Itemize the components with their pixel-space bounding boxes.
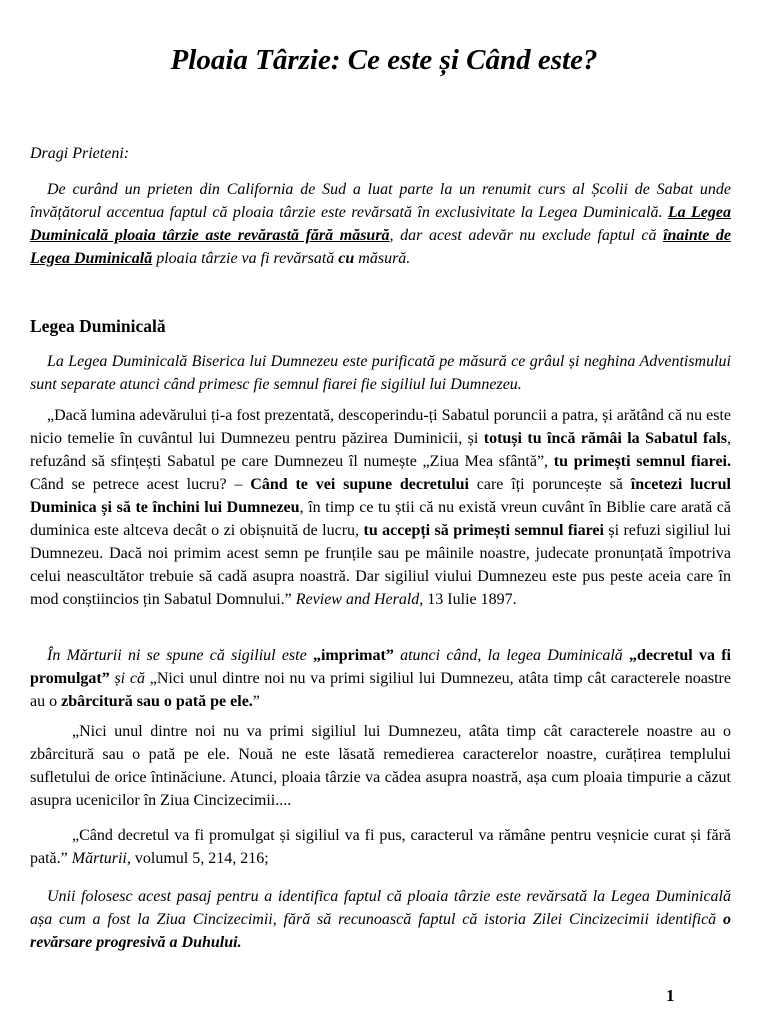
para-emphasis: zbârcitură sau o pată pe ele. xyxy=(61,693,253,710)
intro-text: măsură. xyxy=(354,250,411,267)
intro-text: ploaia târzie va fi revărsată xyxy=(152,250,339,267)
para-emphasis: „imprimat” xyxy=(312,647,394,664)
quote-block-1: „Nici unul dintre noi nu va primi sigiliul lui Dumnezeu, atâta timp cât caracterele noastre au o zbârcitură sau o pată pe ele. Nouă ne este lăsată remedierea caracterelor noastre, curățirea templului sufletului de orice întinăciune. Atunci, ploaia târzie va cădea asupra noastră, așa cum ploaia timpurie a căzut asupra ucenicilor în Ziua Cincizecimii.... xyxy=(30,723,731,809)
intro-emphasis: cu xyxy=(338,250,355,267)
section-heading: Legea Duminicală xyxy=(30,316,166,336)
quote-text: , refuzând să sfințești Sabatul pe care Dumnezeu îl numește „Ziua Mea sfântă”, xyxy=(30,430,732,470)
quote-emphasis: tu primești semnul fiarei. xyxy=(553,453,731,470)
paragraph-1: La Legea Duminicală Biserica lui Dumnezeu este purificată pe măsură ce grâul și neghina Adventismului sunt separate atunci când primesc fie semnul fiarei fie sigiliul lui Dumnezeu. xyxy=(30,353,731,393)
paragraph-2-quote xyxy=(30,404,731,611)
quote-reference: Mărturii, xyxy=(71,850,131,867)
page-title: Ploaia Târzie: Ce este și Când este? xyxy=(170,44,598,76)
para-text: atunci când, la legea Duminicală xyxy=(393,647,630,664)
paragraph-4 xyxy=(30,885,731,954)
intro-emphasis: înainte de Legea Duminicală xyxy=(30,227,731,267)
para-text: „Nici unul dintre noi nu va primi sigiliul lui Dumnezeu, atâta timp cât caracterele noastre au o xyxy=(30,670,731,710)
para-text: Unii folosesc acest pasaj pentru a identifica faptul că ploaia târzie este revărsată la Legea Duminicală așa cum a fost la Ziua Cincizecimii, fără să recunoască faptul că istoria Zilei Cincizecimii identifică xyxy=(30,888,731,928)
quote-reference: Review and Herald, xyxy=(295,591,424,608)
para-text: ” xyxy=(252,693,260,710)
para-emphasis: o revărsare progresivă a Duhului. xyxy=(30,911,731,951)
greeting: Dragi Prieteni: xyxy=(30,145,130,162)
intro-text: , dar acest adevăr nu exclude faptul că xyxy=(389,227,664,244)
quote-text: și refuzi sigiliul lui Dumnezeu. Dacă noi primim acest semn pe frunțile sau pe mâinile noastre, judecate pronunțată împotriva celui neascultător trebuie să cadă asupra noastră. Dar sigiliul viului Dumnezeu este pus peste aceia care în mod conștiincios țin Sabatul Domnului.” xyxy=(30,522,731,608)
para-text: și că xyxy=(109,670,150,687)
intro-emphasis: La Legea Duminicală ploaia târzie aste revărastă fără măsură xyxy=(30,204,732,244)
intro-text: De curând un prieten din California de Sud a luat parte la un renumit curs al Școlii de Sabat unde învățătorul accentua faptul că ploaia târzie este revărsată în exclusivitate la Legea Duminicală. xyxy=(30,181,731,221)
page-number: 1 xyxy=(666,986,675,1005)
intro-paragraph xyxy=(30,178,731,270)
quote-text: 13 Iulie 1897. xyxy=(423,591,517,608)
paragraph-3 xyxy=(30,644,731,713)
quote-text: , în timp ce tu știi că nu există vreun cuvânt în Biblie care arată că duminica este altceva decât o zi obișnuită de lucru, xyxy=(30,499,731,539)
quote-text: Când se petrece acest lucru? – xyxy=(30,476,251,493)
quote-emphasis: totuși tu încă rămâi la Sabatul fals xyxy=(483,430,728,447)
quote-text: care îți poruncește să xyxy=(468,476,631,493)
quote-text: „Dacă lumina adevărului ți-a fost prezentată, descoperindu-ți Sabatul poruncii a patra, și arătând că nu este nicio temelie în cuvântul lui Dumnezeu pentru păzirea Duminicii, și xyxy=(30,407,731,447)
quote-text: volumul 5, 214, 216; xyxy=(130,850,269,867)
para-text: În Mărturii ni se spune că sigiliul este xyxy=(47,647,313,664)
quote-emphasis: tu accepți să primești semnul fiarei xyxy=(363,522,604,539)
quote-emphasis: Când te vei supune decretului xyxy=(250,476,469,493)
quote-emphasis: încetezi lucrul Duminica și să te închini lui Dumnezeu xyxy=(30,476,732,516)
para-emphasis: „decretul va fi promulgat” xyxy=(30,647,731,687)
quote-text: „Când decretul va fi promulgat și sigiliul va fi pus, caracterul va rămâne pentru veșnicie curat și fără pată.” xyxy=(30,827,731,867)
quote-block-2 xyxy=(30,824,731,870)
